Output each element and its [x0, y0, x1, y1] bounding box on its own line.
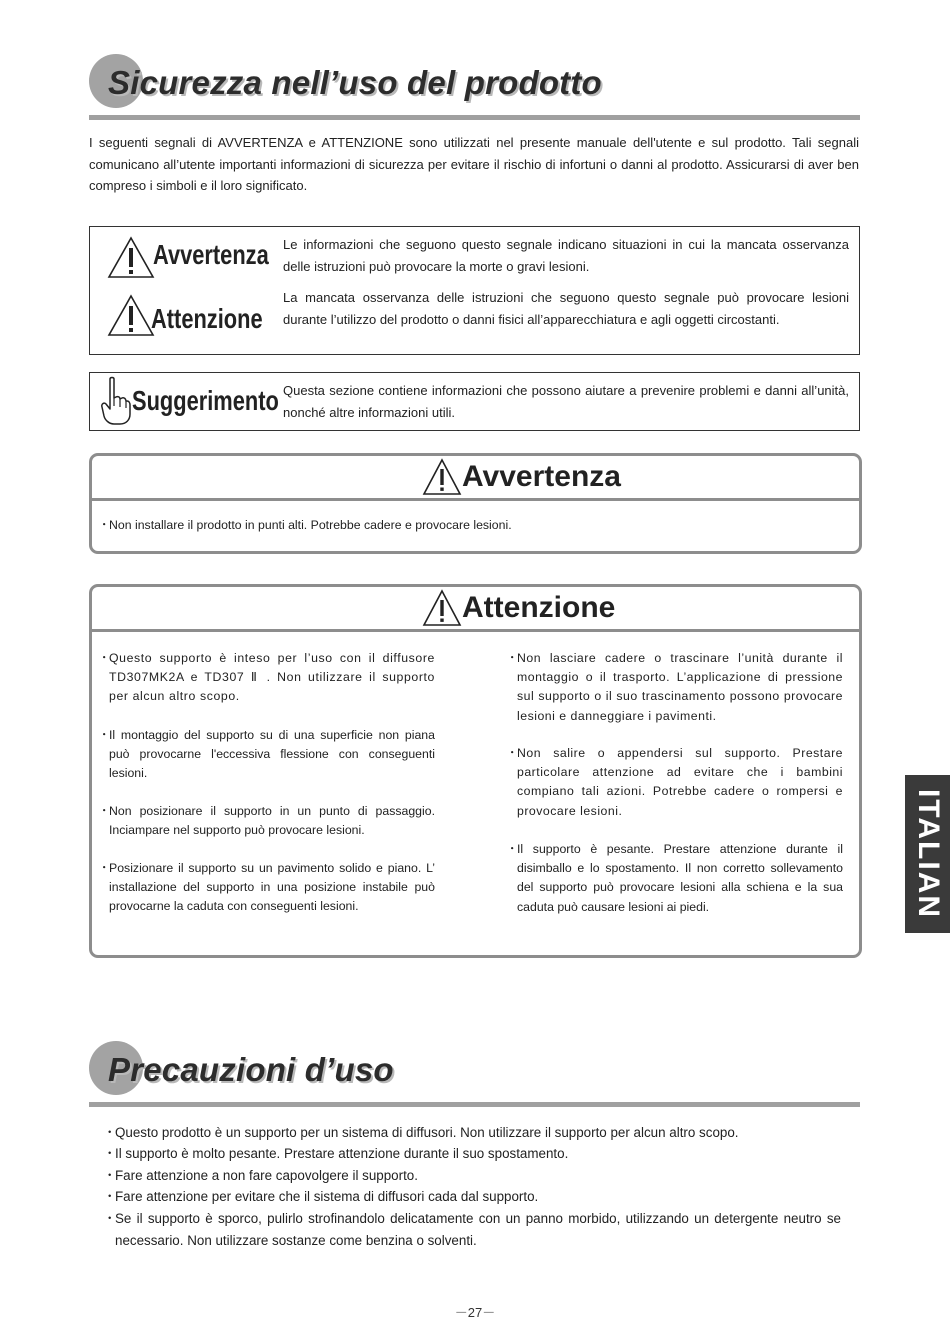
list-item — [103, 1165, 841, 1187]
warning-panel — [89, 453, 862, 554]
legend-caution-text: La mancata osservanza delle istruzioni che seguono questo segnale può provocare lesioni durante l’utilizzo del prodotto o danni fisici all’apparecchiatura e agli oggetti circostanti. — [283, 290, 849, 327]
caution-left-item-text: Il montaggio del supporto su di una superficie non piana può provocarne l'eccessiva flessione con conseguenti lesioni. — [109, 728, 435, 781]
caution-triangle-icon — [107, 293, 155, 337]
caution-panel-title: Attenzione — [462, 591, 616, 624]
caution-right-item-text: Il supporto è pesante. Prestare attenzione durante il disimballo e lo spostamento. Il non corretto sollevamento del supporto può provocare lesioni alla schiena e la sua caduta può causare lesioni ai piedi. — [517, 842, 843, 914]
caution-panel-header — [92, 587, 859, 632]
language-side-tab — [905, 775, 950, 933]
legend-tip-label: Suggerimento — [132, 385, 279, 416]
intro-paragraph: I seguenti segnali di AVVERTENZA e ATTENZIONE sono utilizzati nel presente manuale dell'utente e sul prodotto. Tali segnali comunicano all’utente importanti informazioni di sicurezza per evitare il rischio di infortuni o danni al prodotto. Assicurarsi di aver ben compreso i simboli e il loro significato. — [89, 135, 859, 193]
bullet-dot: ・ — [103, 1146, 117, 1161]
section-rule — [89, 1102, 860, 1107]
precaution-text: Questo prodotto è un supporto per un sistema di diffusori. Non utilizzare il supporto per alcun altro scopo. — [115, 1125, 739, 1140]
bullet-dot: ・ — [103, 1189, 117, 1204]
legend-tip-text: Questa sezione contiene informazioni che possono aiutare a prevenire problemi e danni all’unità, nonché altre informazioni utili. — [283, 383, 849, 420]
list-item — [103, 1208, 841, 1251]
list-item — [98, 516, 839, 535]
bullet-dot: ・ — [98, 804, 111, 818]
legend-box-tip — [89, 372, 860, 431]
warning-panel-title: Avvertenza — [462, 460, 621, 493]
caution-left-item-text: Posizionare il supporto su un pavimento solido e piano. L’ installazione del supporto in una posizione instabile può provocarne la caduta con conseguenti lesioni. — [109, 861, 435, 914]
pointing-hand-icon — [100, 376, 132, 426]
legend-warning-text: Le informazioni che seguono questo segnale indicano situazioni in cui la mancata osservanza delle istruzioni può provocare la morte o gravi lesioni. — [283, 237, 849, 274]
legend-box-signals — [89, 226, 860, 355]
page-number: －27－ — [454, 1305, 496, 1320]
language-tab-label: ITALIAN — [911, 788, 945, 920]
caution-triangle-icon — [422, 589, 462, 627]
list-item — [103, 1186, 841, 1208]
list-item — [98, 859, 435, 917]
list-item — [506, 744, 843, 821]
section-rule — [89, 115, 860, 120]
warning-triangle-icon — [107, 235, 155, 279]
precaution-text: Se il supporto è sporco, pulirlo strofinandolo delicatamente con un panno morbido, utilizzando un detergente neutro se necessario. Non utilizzare sostanze come benzina o solventi. — [115, 1211, 841, 1248]
bullet-dot: ・ — [98, 861, 111, 875]
bullet-dot: ・ — [98, 728, 111, 742]
caution-left-item-text: Questo supporto è inteso per l’uso con il diffusore TD307MK2A e TD307 Ⅱ . Non utilizzare il supporto per alcun altro scopo. — [109, 651, 435, 704]
warning-panel-header — [92, 456, 859, 501]
precaution-text: Il supporto è molto pesante. Prestare attenzione durante il suo spostamento. — [115, 1146, 569, 1161]
list-item — [103, 1122, 841, 1144]
caution-panel — [89, 584, 862, 958]
legend-warning-label: Avvertenza — [153, 239, 269, 270]
caution-right-item-text: Non lasciare cadere o trascinare l’unità durante il montaggio o il trasporto. L’applicazione di pressione sul supporto o il suo trascinamento possono provocare lesioni e danneggiare i pavimenti. — [517, 651, 843, 723]
precaution-text: Fare attenzione per evitare che il sistema di diffusori cada dal supporto. — [115, 1189, 539, 1204]
caution-right-item-text: Non salire o appendersi sul supporto. Prestare particolare attenzione ad evitare che i bambini compiano tali azioni. Potrebbe cadere o rompersi e provocare lesioni. — [517, 746, 843, 818]
bullet-dot: ・ — [98, 651, 111, 665]
list-item — [98, 649, 435, 707]
bullet-dot: ・ — [103, 1125, 117, 1140]
section-title-precautions: Precauzioni d’uso — [108, 1051, 394, 1088]
warning-triangle-icon — [422, 458, 462, 496]
section-title-safety: Sicurezza nell’uso del prodotto — [108, 64, 602, 101]
bullet-dot: ・ — [506, 746, 519, 760]
list-item — [506, 649, 843, 726]
list-item — [98, 802, 435, 840]
legend-caution-label: Attenzione — [151, 303, 263, 334]
bullet-dot: ・ — [103, 1211, 117, 1226]
bullet-dot: ・ — [103, 1168, 117, 1183]
list-item — [98, 726, 435, 784]
list-item — [506, 840, 843, 917]
list-item — [103, 1143, 841, 1165]
bullet-dot: ・ — [506, 651, 519, 665]
warning-item-text: Non installare il prodotto in punti alti. Potrebbe cadere e provocare lesioni. — [109, 518, 512, 532]
precaution-text: Fare attenzione a non fare capovolgere il supporto. — [115, 1168, 418, 1183]
bullet-dot: ・ — [98, 518, 111, 532]
bullet-dot: ・ — [506, 842, 519, 856]
caution-left-item-text: Non posizionare il supporto in un punto di passaggio. Inciampare nel supporto può provocare lesioni. — [109, 804, 435, 838]
